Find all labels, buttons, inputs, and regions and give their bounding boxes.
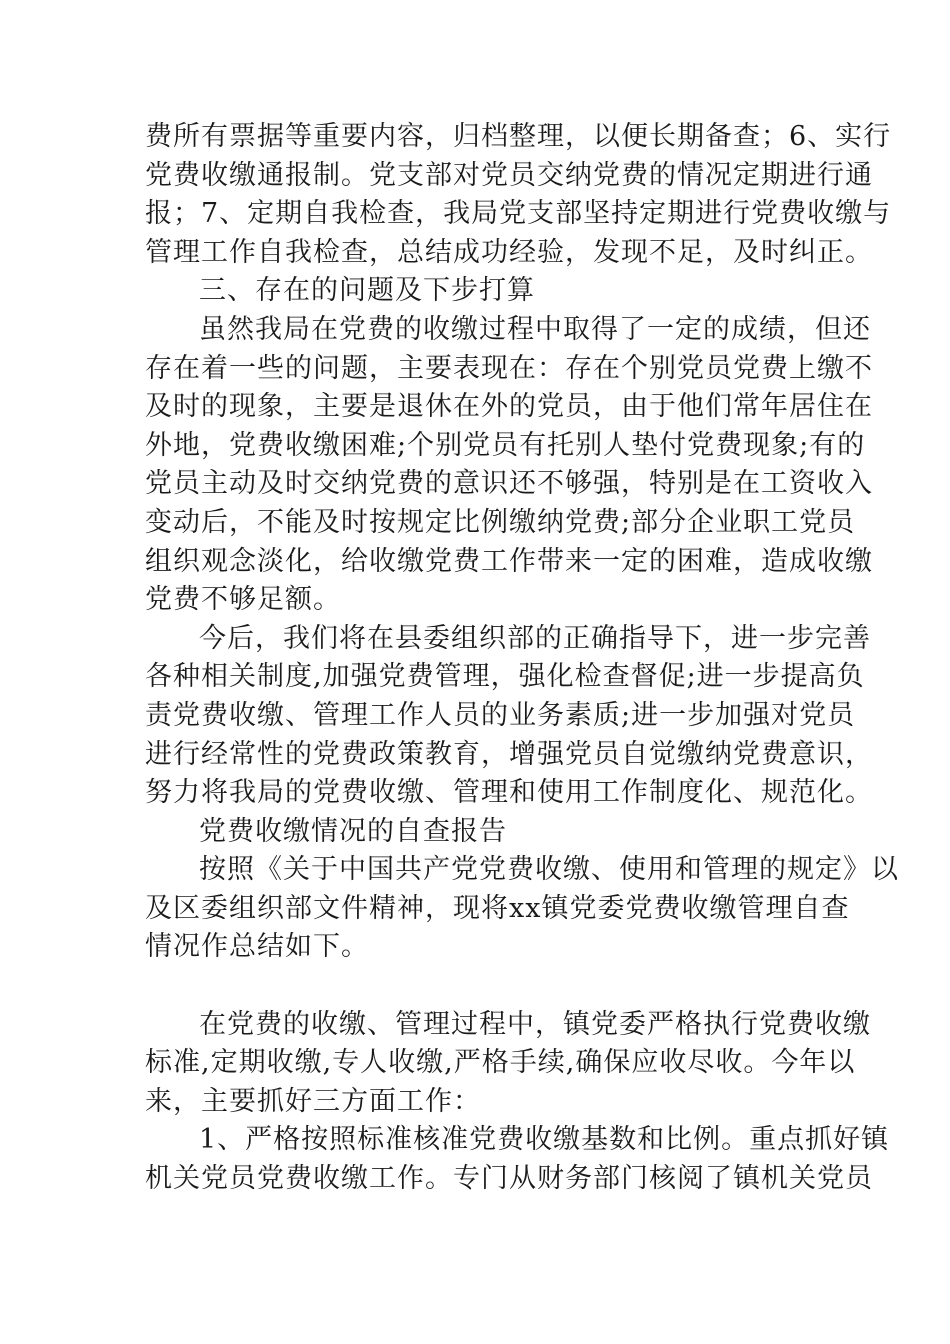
- text-line: 及区委组织部文件精神，现将xx镇党委党费收缴管理自查: [145, 892, 850, 924]
- paragraph-p1: [145, 118, 892, 272]
- text-line: 按照《关于中国共产党党费收缴、使用和管理的规定》以: [199, 854, 899, 886]
- text-line: 进行经常性的党费政策教育，增强党员自觉缴纳党费意识，: [145, 738, 873, 770]
- text-line: 情况作总结如下。: [145, 931, 369, 963]
- text-line: 责党费收缴、管理工作人员的业务素质;进一步加强对党员: [145, 699, 856, 731]
- paragraph-p3: [145, 620, 873, 813]
- text-line: 管理工作自我检查，总结成功经验，发现不足，及时纠正。: [145, 236, 873, 268]
- text-line: 存在着一些的问题，主要表现在：存在个别党员党费上缴不: [145, 352, 873, 384]
- text-line: 报；7、定期自我检查，我局党支部坚持定期进行党费收缴与: [145, 198, 892, 230]
- text-line: 及时的现象，主要是退休在外的党员，由于他们常年居住在: [145, 391, 873, 423]
- paragraph-p4: [145, 851, 899, 967]
- title-line: 党费收缴情况的自查报告: [199, 815, 507, 847]
- paragraph-p5: [145, 1006, 871, 1122]
- paragraph-p6: [145, 1121, 890, 1198]
- text-line: 来，主要抓好三方面工作：: [145, 1085, 481, 1117]
- text-line: 组织观念淡化，给收缴党费工作带来一定的困难，造成收缴: [145, 545, 873, 577]
- text-line: 1、严格按照标准核准党费收缴基数和比例。重点抓好镇: [199, 1124, 890, 1156]
- paragraph-p2: [145, 311, 873, 620]
- section-heading: [145, 272, 810, 311]
- text-line: 在党费的收缴、管理过程中，镇党委严格执行党费收缴: [199, 1008, 871, 1040]
- report-title: [145, 813, 810, 852]
- text-line: 今后，我们将在县委组织部的正确指导下，进一步完善: [199, 622, 871, 654]
- blank-line: [145, 967, 810, 1006]
- text-line: 努力将我局的党费收缴、管理和使用工作制度化、规范化。: [145, 777, 873, 809]
- text-line: 党费不够足额。: [145, 584, 341, 616]
- heading-line: 三、存在的问题及下步打算: [199, 275, 535, 307]
- text-line: 党员主动及时交纳党费的意识还不够强，特别是在工资收入: [145, 468, 873, 500]
- document-body: [145, 118, 899, 1199]
- text-line: 党费收缴通报制。党支部对党员交纳党费的情况定期进行通: [145, 159, 873, 191]
- text-line: 变动后，不能及时按规定比例缴纳党费;部分企业职工党员: [145, 506, 856, 538]
- text-line: 标准,定期收缴,专人收缴,严格手续,确保应收尽收。今年以: [145, 1047, 856, 1079]
- text-line: 各种相关制度,加强党费管理，强化检查督促;进一步提高负: [145, 661, 865, 693]
- text-line: 机关党员党费收缴工作。专门从财务部门核阅了镇机关党员: [145, 1163, 873, 1195]
- text-line: 虽然我局在党费的收缴过程中取得了一定的成绩，但还: [199, 313, 871, 345]
- text-line: 费所有票据等重要内容，归档整理，以便长期备查；6、实行: [145, 121, 892, 152]
- text-line: 外地，党费收缴困难;个别党员有托别人垫付党费现象;有的: [145, 429, 866, 461]
